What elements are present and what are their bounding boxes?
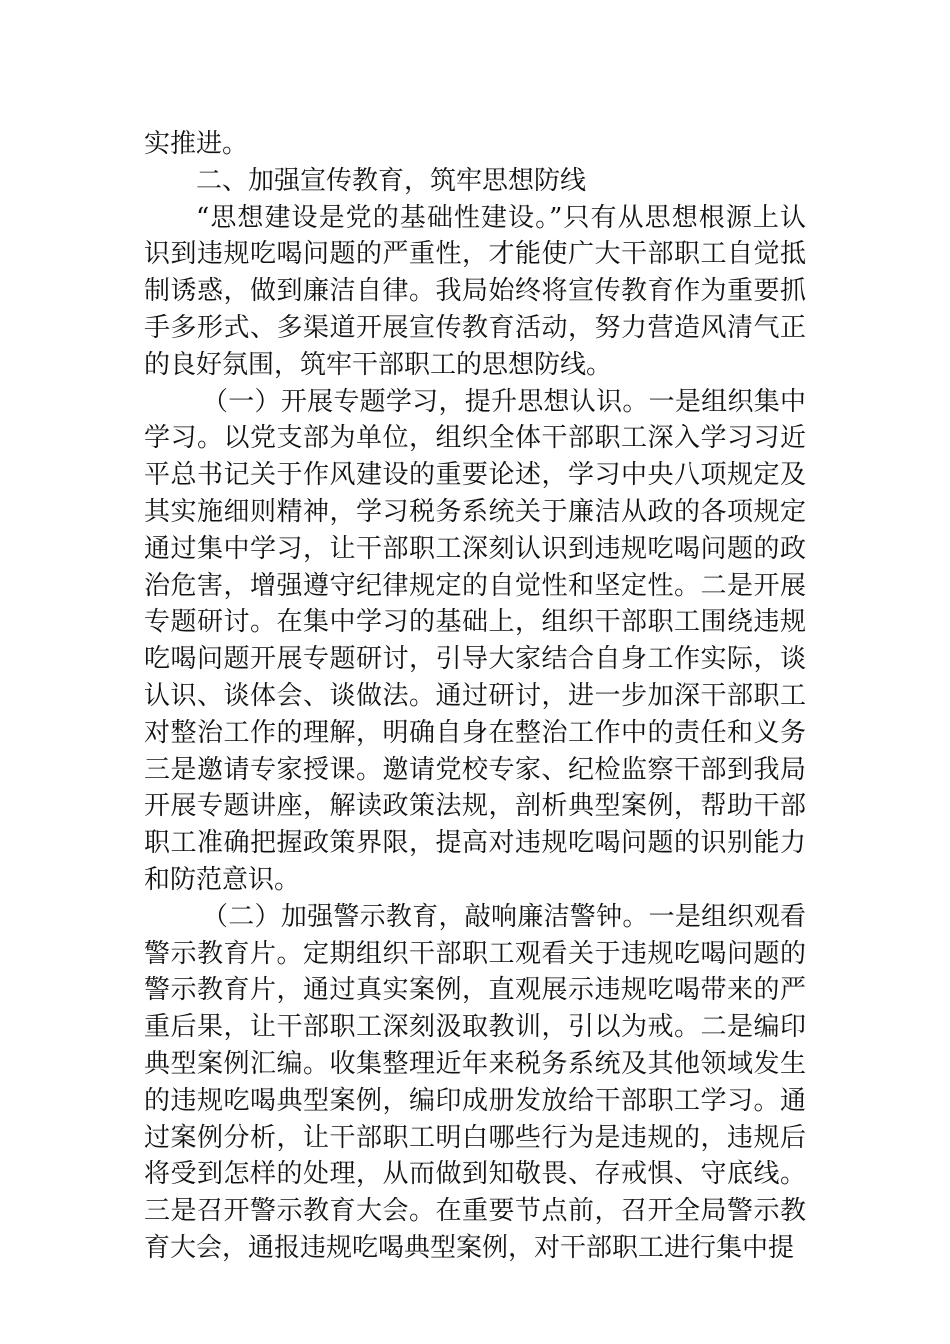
paragraph-continuation: 实推进。 [144,129,249,159]
paragraph-subsection-1: （一）开展专题学习，提升思想认识。一是组织集中学习。以党支部为单位，组织全体干部职工深入学习习近平总书记关于作风建设的重要论述，学习中央八项规定及其实施细则精神，学习税务系统关于廉洁从政的各项规定通过集中学习，让干部职工深刻认识到违规吃喝问题的政治危害，增强遵守纪律规定的自觉性和坚定性。二是开展专题研讨。在集中学习的基础上，组织干部职工围绕违规吃喝问题开展专题研讨，引导大家结合自身工作实际，谈认识、谈体会、谈做法。通过研讨，进一步加深干部职工对整治工作的理解，明确自身在整治工作中的责任和义务三是邀请专家授课。邀请党校专家、纪检监察干部到我局开展专题讲座，解读政策法规，剖析典型案例，帮助干部职工准确把握政策界限，提高对违规吃喝问题的识别能力和防范意识。 [144,386,806,895]
paragraph-intro: “思想建设是党的基础性建设。”只有从思想根源上认识到违规吃喝问题的严重性，才能使广大干部职工自觉抵制诱惑，做到廉洁自律。我局始终将宣传教育作为重要抓手多形式、多渠道开展宣传教育活动，努力营造风清气正的良好氛围，筑牢干部职工的思想防线。 [144,202,806,380]
document-body [144,126,806,1267]
section-heading: 二、加强宣传教育，筑牢思想防线 [196,165,587,196]
paragraph-subsection-2: （二）加强警示教育，敲响廉洁警钟。一是组织观看警示教育片。定期组织干部职工观看关于违规吃喝问题的警示教育片，通过真实案例，直观展示违规吃喝带来的严重后果，让干部职工深刻汲取教训，引以为戒。二是编印典型案例汇编。收集整理近年来税务系统及其他领域发生的违规吃喝典型案例，编印成册发放给干部职工学习。通过案例分析，让干部职工明白哪些行为是违规的，违规后将受到怎样的处理，从而做到知敬畏、存戒惧、守底线。三是召开警示教育大会。在重要节点前，召开全局警示教育大会，通报违规吃喝典型案例，对干部职工进行集中提 [144,901,806,1263]
